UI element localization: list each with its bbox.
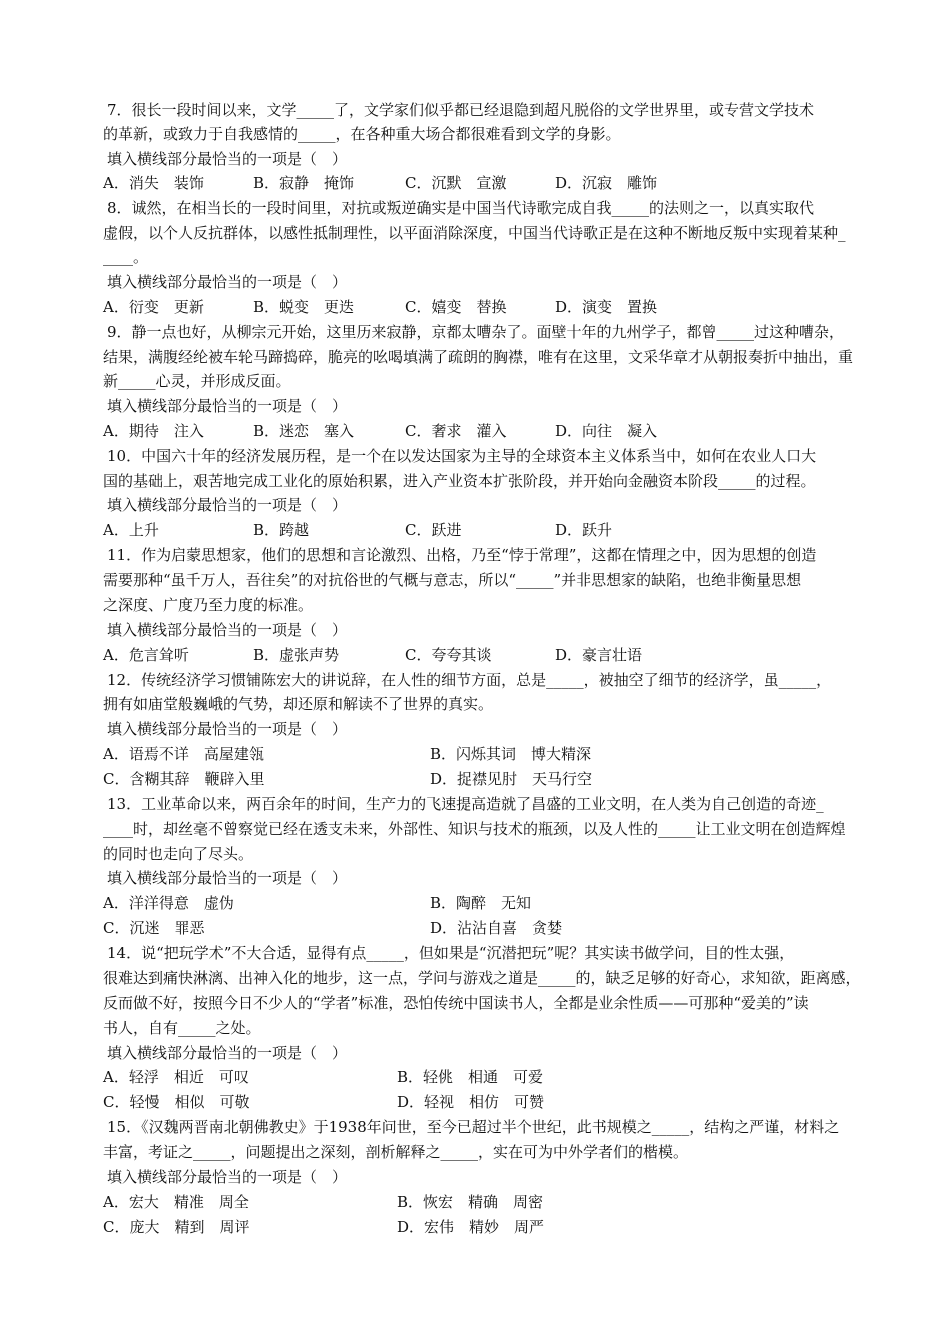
question-11-prompt: 填入横线部分最恰当的一项是（ ） xyxy=(107,621,348,639)
question-13-option-a: A．洋洋得意 虚伪 xyxy=(103,894,234,912)
question-7-line-1: 7．很长一段时间以来，文学_____了，文学家们似乎都已经退隐到超凡脱俗的文学世界里，或专营文学技术 xyxy=(107,101,815,119)
question-12-prompt: 填入横线部分最恰当的一项是（ ） xyxy=(107,720,348,738)
question-8-option-a: A．衍变 更新 xyxy=(103,298,204,316)
question-10-option-a: A．上升 xyxy=(103,521,159,539)
question-13-line-3: 的同时也走向了尽头。 xyxy=(103,845,254,863)
question-13-line-1: 13．工业革命以来，两百余年的时间，生产力的飞速提高造就了昌盛的工业文明，在人类为自己创造的奇迹_ xyxy=(107,795,824,813)
question-11-option-d: D．豪言壮语 xyxy=(555,646,643,664)
question-12-line-2: 拥有如庙堂般巍峨的气势，却还原和解读不了世界的真实。 xyxy=(103,695,494,713)
question-13-option-c: C．沉迷 罪恶 xyxy=(103,919,205,937)
question-12-option-c: C．含糊其辞 鞭辟入里 xyxy=(103,770,265,788)
question-8-prompt: 填入横线部分最恰当的一项是（ ） xyxy=(107,273,348,291)
question-9-line-2: 结果，满腹经纶被车轮马蹄捣碎，脆亮的吆喝填满了疏朗的胸襟，唯有在这里，文采华章才从朝报奏折中抽出，重 xyxy=(103,348,854,366)
question-8-option-b: B．蜕变 更迭 xyxy=(253,298,355,316)
question-12-option-d: D．捉襟见肘 天马行空 xyxy=(430,770,593,788)
question-8-line-3: ____。 xyxy=(103,248,149,266)
question-9-option-b: B．迷恋 塞入 xyxy=(253,422,355,440)
question-12-option-b: B．闪烁其词 博大精深 xyxy=(430,745,592,763)
question-13-option-d: D．沾沾自喜 贪婪 xyxy=(430,919,563,937)
question-7-option-c: C．沉默 宣激 xyxy=(405,174,507,192)
question-14-line-4: 书人，自有_____之处。 xyxy=(103,1019,261,1037)
question-10-line-2: 国的基础上，艰苦地完成工业化的原始积累，进入产业资本扩张阶段，并开始向金融资本阶段_____的过程。 xyxy=(103,472,816,490)
question-11-line-1: 11．作为启蒙思想家，他们的思想和言论激烈、出格，乃至“悖于常理”，这都在情理之中，因为思想的创造 xyxy=(107,546,817,564)
question-9-line-3: 新_____心灵，并形成反面。 xyxy=(103,372,291,390)
question-15-option-c: C．庞大 精到 周评 xyxy=(103,1218,250,1236)
question-9-line-1: 9．静一点也好，从柳宗元开始，这里历来寂静，京都太嘈杂了。面壁十年的九州学子，都曾_____过这种嘈杂， xyxy=(107,323,845,341)
question-11-option-b: B．虚张声势 xyxy=(253,646,340,664)
question-13-line-2: ____时，却丝毫不曾察觉已经在透支未来，外部性、知识与技术的瓶颈，以及人性的_____让工业文明在创造辉煌 xyxy=(103,820,846,838)
question-7-option-d: D．沉寂 雕饰 xyxy=(555,174,658,192)
question-9-prompt: 填入横线部分最恰当的一项是（ ） xyxy=(107,397,348,415)
question-9-option-c: C．奢求 灌入 xyxy=(405,422,507,440)
question-8-line-1: 8．诚然，在相当长的一段时间里，对抗或叛逆确实是中国当代诗歌完成自我_____的法则之一，以真实取代 xyxy=(107,199,815,217)
question-11-line-3: 之深度、广度乃至力度的标准。 xyxy=(103,596,314,614)
question-14-option-c: C．轻慢 相似 可敬 xyxy=(103,1093,250,1111)
question-7-option-a: A．消失 装饰 xyxy=(103,174,204,192)
question-11-option-a: A．危言耸听 xyxy=(103,646,189,664)
question-10-option-b: B．跨越 xyxy=(253,521,310,539)
question-7-line-2: 的革新，或致力于自我感情的_____，在各种重大场合都很难看到文学的身影。 xyxy=(103,125,621,143)
question-7-prompt: 填入横线部分最恰当的一项是（ ） xyxy=(107,150,348,168)
question-15-line-1: 15．《汉魏两晋南北朝佛教史》于1938年问世，至今已超过半个世纪，此书规模之_____，结构之严谨，材料之 xyxy=(107,1118,840,1136)
question-14-option-d: D．轻视 相仿 可赞 xyxy=(397,1093,545,1111)
question-14-option-a: A．轻浮 相近 可叹 xyxy=(103,1068,249,1086)
question-11-option-c: C．夸夸其谈 xyxy=(405,646,492,664)
question-11-line-2: 需要那种“虽千万人，吾往矣”的对抗俗世的气概与意志，所以“_____”并非思想家的缺陷，也绝非衡量思想 xyxy=(103,571,802,589)
question-10-option-d: D．跃升 xyxy=(555,521,613,539)
question-13-prompt: 填入横线部分最恰当的一项是（ ） xyxy=(107,869,348,887)
question-10-option-c: C．跃进 xyxy=(405,521,462,539)
question-8-line-2: 虚假，以个人反抗群体，以感性抵制理性，以平面消除深度，中国当代诗歌正是在这种不断地反叛中实现着某种_ xyxy=(103,224,846,242)
question-9-option-a: A．期待 注入 xyxy=(103,422,204,440)
question-14-line-1: 14．说“把玩学术”不大合适，显得有点_____，但如果是“沉潜把玩”呢？其实读书做学问，目的性太强， xyxy=(107,944,795,962)
question-14-option-b: B．轻佻 相通 可爱 xyxy=(397,1068,544,1086)
question-15-prompt: 填入横线部分最恰当的一项是（ ） xyxy=(107,1168,348,1186)
question-14-prompt: 填入横线部分最恰当的一项是（ ） xyxy=(107,1044,348,1062)
question-12-option-a: A．语焉不详 高屋建瓴 xyxy=(103,745,264,763)
question-15-line-2: 丰富，考证之_____，问题提出之深刻，剖析解释之_____，实在可为中外学者们的楷模。 xyxy=(103,1143,689,1161)
question-15-option-a: A．宏大 精准 周全 xyxy=(103,1193,249,1211)
question-14-line-2: 很难达到痛快淋漓、出神入化的地步，这一点，学问与游戏之道是_____的，缺乏足够的好奇心，求知欲，距离感， xyxy=(103,969,861,987)
question-12-line-1: 12．传统经济学习惯铺陈宏大的讲说辞，在人性的细节方面，总是_____，被抽空了细节的经济学，虽_____， xyxy=(107,671,832,689)
question-13-option-b: B．陶醉 无知 xyxy=(430,894,532,912)
question-9-option-d: D．向往 凝入 xyxy=(555,422,658,440)
question-15-option-d: D．宏伟 精妙 周严 xyxy=(397,1218,545,1236)
question-10-prompt: 填入横线部分最恰当的一项是（ ） xyxy=(107,496,348,514)
question-8-option-c: C．嬉变 替换 xyxy=(405,298,507,316)
question-14-line-3: 反而做不好，按照今日不少人的“学者”标准，恐怕传统中国读书人，全都是业余性质——可那种“爱美的”读 xyxy=(103,994,809,1012)
question-7-option-b: B．寂静 掩饰 xyxy=(253,174,355,192)
question-8-option-d: D．演变 置换 xyxy=(555,298,658,316)
question-15-option-b: B．恢宏 精确 周密 xyxy=(397,1193,544,1211)
question-10-line-1: 10．中国六十年的经济发展历程，是一个在以发达国家为主导的全球资本主义体系当中，如何在农业人口大 xyxy=(107,447,817,465)
